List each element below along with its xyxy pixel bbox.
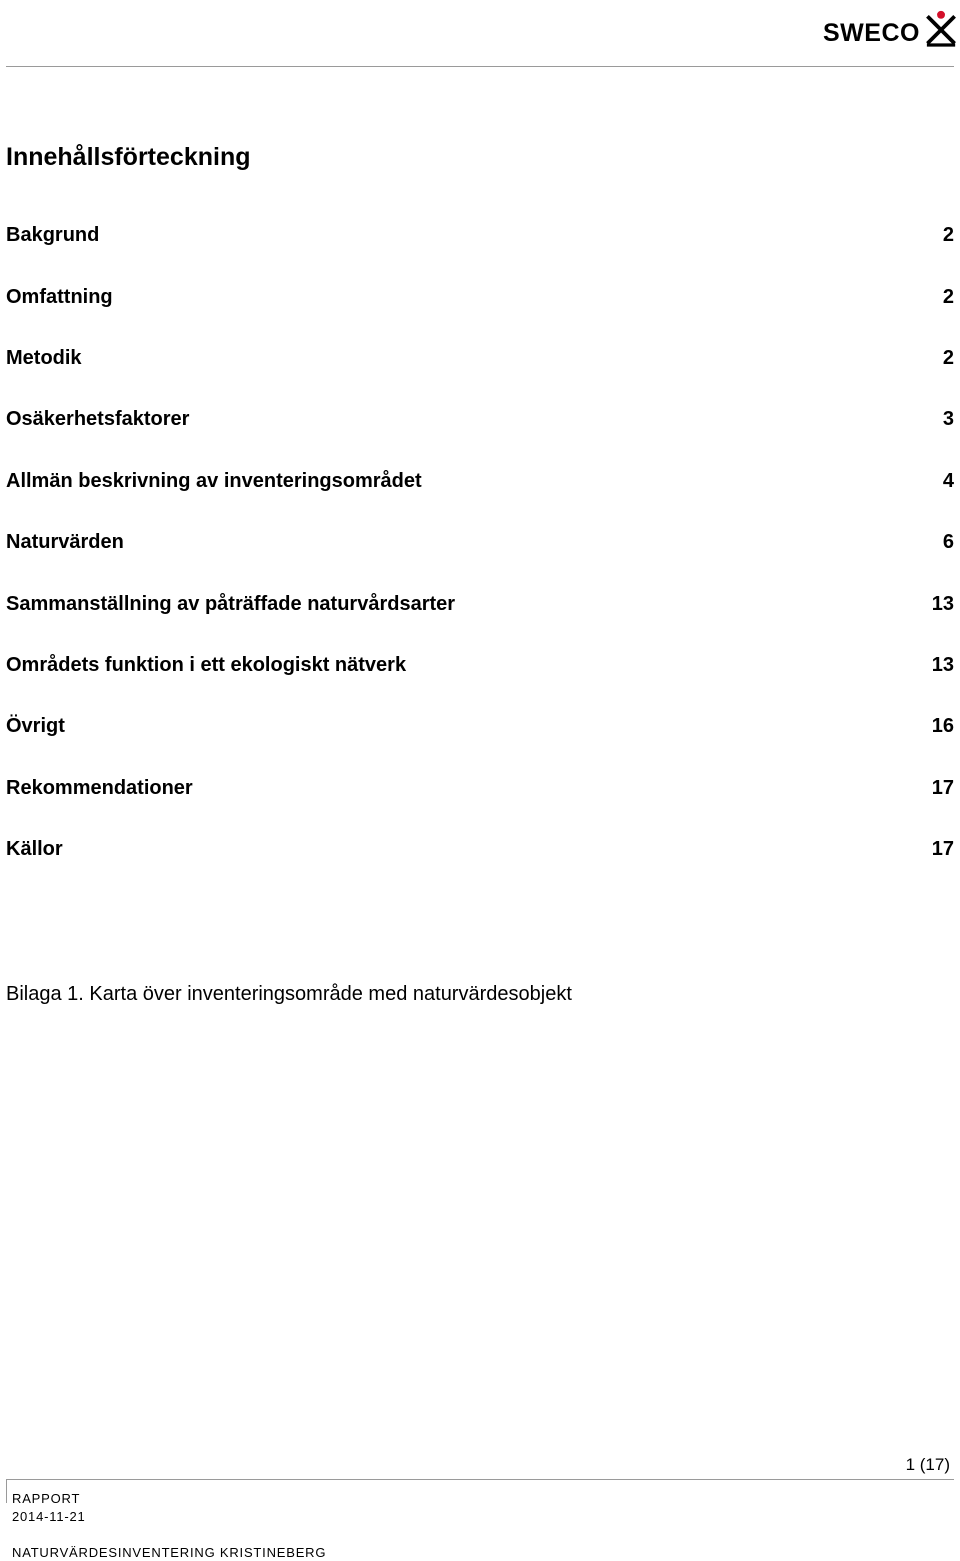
toc-entry-label: Övrigt (6, 715, 65, 738)
header-divider (6, 66, 954, 67)
logo-wordmark: SWECO (823, 19, 920, 47)
footer-divider-tick (6, 1479, 7, 1503)
toc-title: Innehållsförteckning (6, 143, 251, 171)
toc-entry-label: Naturvärden (6, 531, 124, 554)
toc-entry[interactable] (6, 512, 954, 573)
toc-entry-label: Bakgrund (6, 224, 100, 247)
toc-entry[interactable] (6, 205, 954, 266)
toc-entry-label: Metodik (6, 346, 82, 369)
toc-entry[interactable] (6, 451, 954, 512)
toc-entry[interactable] (6, 266, 954, 327)
toc-entry[interactable] (6, 328, 954, 389)
toc-entry-label: Områdets funktion i ett ekologiskt nätverk (6, 653, 407, 676)
toc-entry-label: Källor (6, 838, 63, 861)
toc-entry-page: 6 (942, 531, 954, 554)
document-type: RAPPORT (12, 1491, 81, 1506)
sweco-logo (823, 6, 957, 48)
toc-entry[interactable] (6, 573, 954, 634)
toc-entry-label: Rekommendationer (6, 776, 193, 799)
toc-entry[interactable] (6, 696, 954, 757)
toc-entry-page: 17 (931, 776, 954, 799)
sweco-figure-icon (925, 8, 957, 48)
toc-annex: Bilaga 1. Karta över inventeringsområde med naturvärdesobjekt (6, 983, 572, 1005)
toc-entry-page: 17 (931, 838, 954, 861)
toc-entry-page: 13 (931, 653, 954, 676)
toc-entry-label: Omfattning (6, 285, 113, 308)
toc-entry-page: 2 (942, 346, 954, 369)
page-number: 1 (17) (905, 1455, 950, 1474)
document-title: NATURVÄRDESINVENTERING KRISTINEBERG (12, 1545, 327, 1560)
toc-list (6, 205, 954, 880)
toc-entry[interactable] (6, 389, 954, 450)
toc-entry-page: 2 (942, 285, 954, 308)
toc-entry-page: 2 (942, 224, 954, 247)
toc-entry-label: Sammanställning av påträffade naturvårdsarter (6, 592, 456, 615)
toc-entry-page: 13 (931, 592, 954, 615)
toc-entry-page: 16 (931, 715, 954, 738)
toc-entry[interactable] (6, 819, 954, 880)
toc-entry[interactable] (6, 635, 954, 696)
toc-entry-label: Osäkerhetsfaktorer (6, 408, 190, 431)
toc-entry[interactable] (6, 758, 954, 819)
toc-entry-label: Allmän beskrivning av inventeringsområdet (6, 469, 422, 492)
footer-divider (6, 1479, 954, 1480)
document-date: 2014-11-21 (12, 1509, 86, 1524)
toc-entry-page: 4 (942, 469, 954, 492)
toc-entry-page: 3 (942, 408, 954, 431)
